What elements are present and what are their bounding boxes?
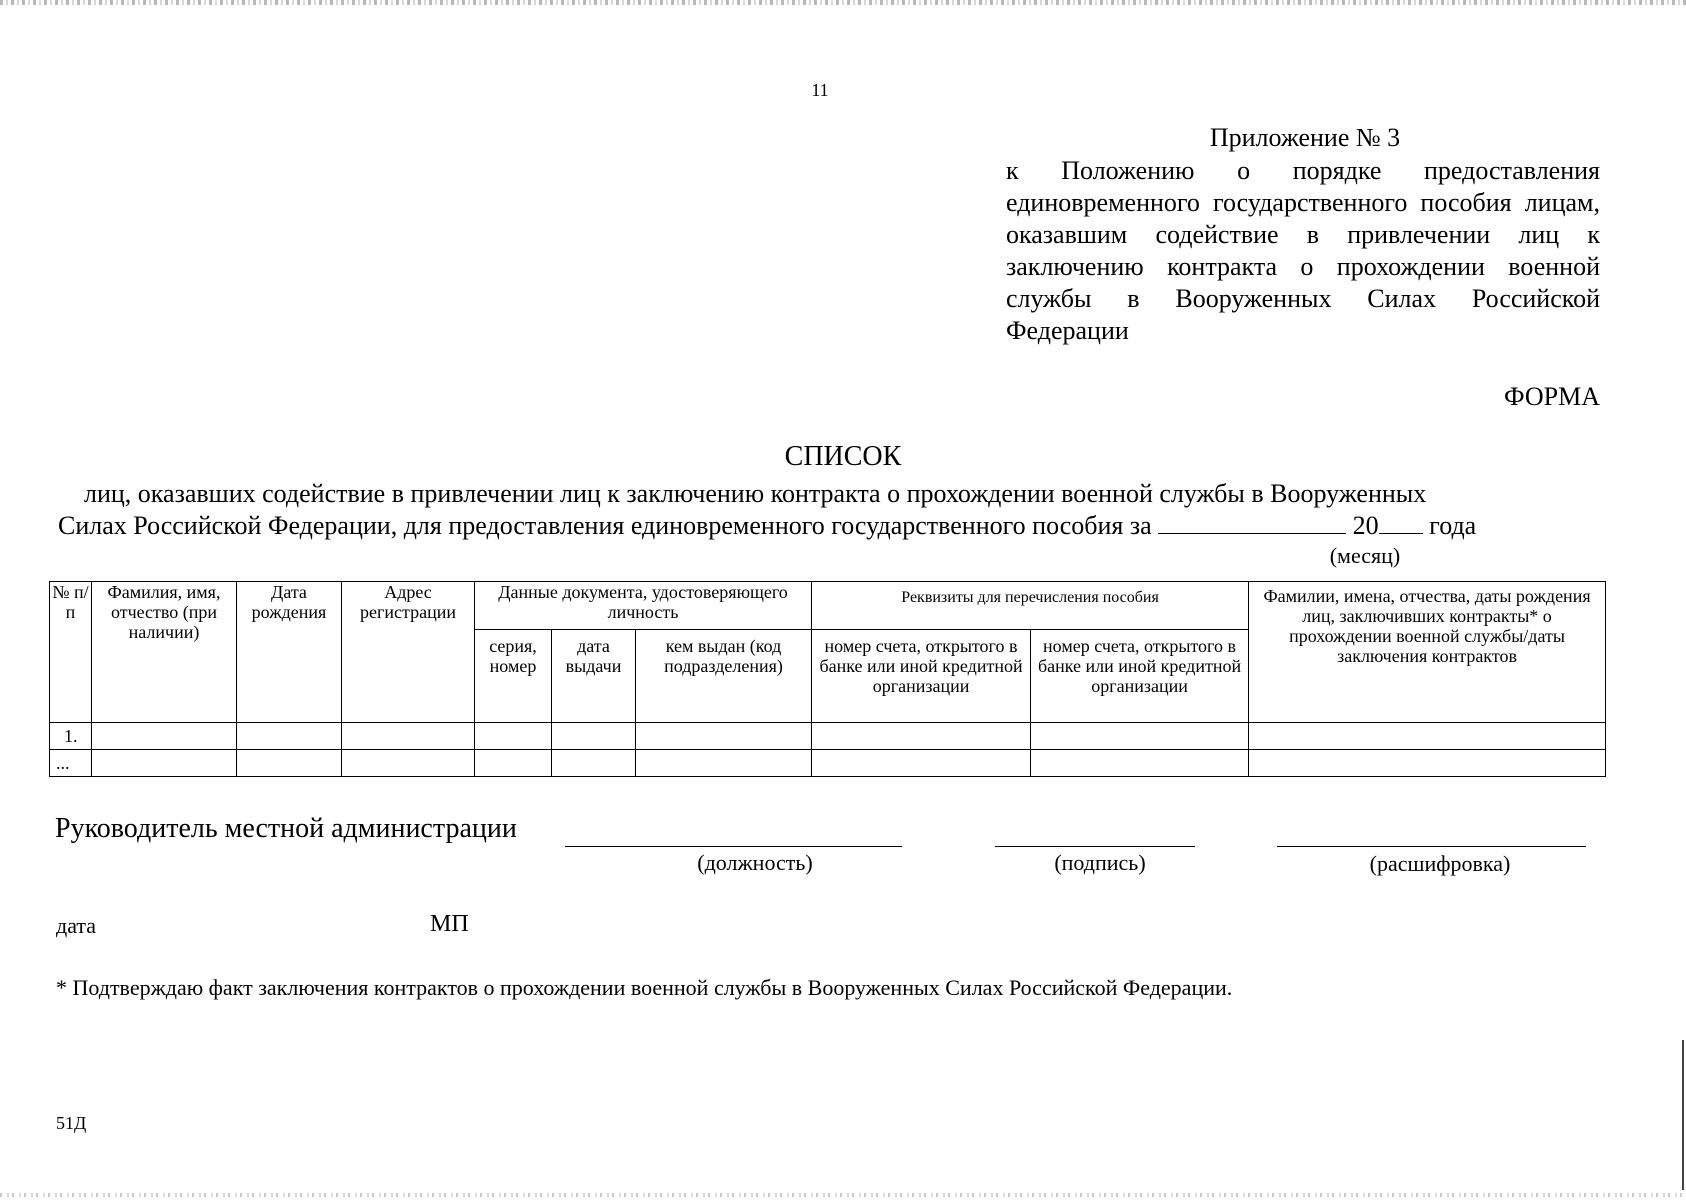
table-cell [1249, 723, 1606, 750]
table-cell [1249, 750, 1606, 777]
form-label: ФОРМА [1504, 382, 1600, 411]
list-title: СПИСОК [784, 441, 902, 472]
table-cell [812, 723, 1031, 750]
scan-edge-top [0, 0, 1686, 5]
scan-edge-right [1682, 1040, 1684, 1190]
table-cell [1031, 750, 1249, 777]
table-row [50, 750, 1606, 777]
appendix-title: Приложение № 3 [1209, 123, 1401, 152]
page-number: 11 [811, 80, 829, 100]
header-account-1: номер счета, открытого в банке или иной кредитной организации [812, 630, 1031, 723]
table-cell [812, 750, 1031, 777]
head-of-administration-label: Руководитель местной администрации [55, 813, 517, 844]
list-subtitle-line-1: лиц, оказавших содействие в привлечении лиц к заключению контракта о прохождении военной службы в Вооруженных [84, 479, 1427, 508]
table-cell [552, 750, 636, 777]
stamp-label: МП [430, 911, 469, 937]
table-cell [237, 750, 342, 777]
table-cell [342, 750, 475, 777]
header-series-number: серия, номер [475, 630, 552, 723]
header-issue-date: дата выдачи [552, 630, 636, 723]
position-caption: (должность) [697, 850, 813, 875]
table-cell [636, 723, 812, 750]
signature-caption: (подпись) [1054, 850, 1146, 875]
month-caption: (месяц) [1329, 543, 1401, 568]
header-name: Фамилия, имя, отчество (при наличии) [92, 582, 237, 723]
header-birth-date: Дата рождения [237, 582, 342, 723]
header-address: Адрес регистрации [342, 582, 475, 723]
table-cell [237, 723, 342, 750]
document-code: 51Д [56, 1113, 87, 1133]
position-line [565, 846, 902, 847]
table-cell [636, 750, 812, 777]
signature-line [995, 846, 1195, 847]
header-num: № п/п [50, 582, 92, 723]
table-cell [1031, 723, 1249, 750]
appendix-body: к Положению о порядке предоставления единовременного государственного пособия лицам, оказавшим содействие в привлечении лиц к заключению контракта о прохождении военной службы в Вооруженных Силах Российской Федерации [1006, 156, 1600, 345]
month-blank [1158, 511, 1346, 534]
decode-caption: (расшифровка) [1369, 851, 1511, 876]
table-cell [552, 723, 636, 750]
decode-line [1277, 846, 1586, 847]
year-prefix: 20 [1352, 511, 1379, 540]
header-id-document: Данные документа, удостоверяющего личность [475, 582, 812, 630]
header-account-2: номер счета, открытого в банке или иной кредитной организации [1031, 630, 1249, 723]
row-number: ... [50, 750, 92, 777]
list-subtitle-line-2 [58, 511, 1476, 541]
list-subtitle-text: Силах Российской Федерации, для предоставления единовременного государственного пособия за [58, 511, 1152, 540]
header-contracted-persons: Фамилии, имена, отчества, даты рождения лиц, заключивших контракты* о прохождении военной службы/даты заключения контрактов [1249, 582, 1606, 723]
header-requisites: Реквизиты для перечисления пособия [812, 582, 1249, 630]
table-cell [475, 723, 552, 750]
date-label: дата [56, 913, 97, 938]
scan-edge-bottom [0, 1193, 1686, 1197]
footnote: * Подтверждаю факт заключения контрактов о прохождении военной службы в Вооруженных Силах Российской Федерации. [56, 975, 1233, 1000]
table-cell [475, 750, 552, 777]
table-row [50, 723, 1606, 750]
table-cell [92, 750, 237, 777]
table-cell [342, 723, 475, 750]
year-blank [1379, 511, 1423, 534]
header-issued-by: кем выдан (код подразделения) [636, 630, 812, 723]
row-number: 1. [50, 723, 92, 750]
table-cell [92, 723, 237, 750]
recipients-table [49, 581, 1606, 777]
year-word: года [1429, 511, 1477, 540]
